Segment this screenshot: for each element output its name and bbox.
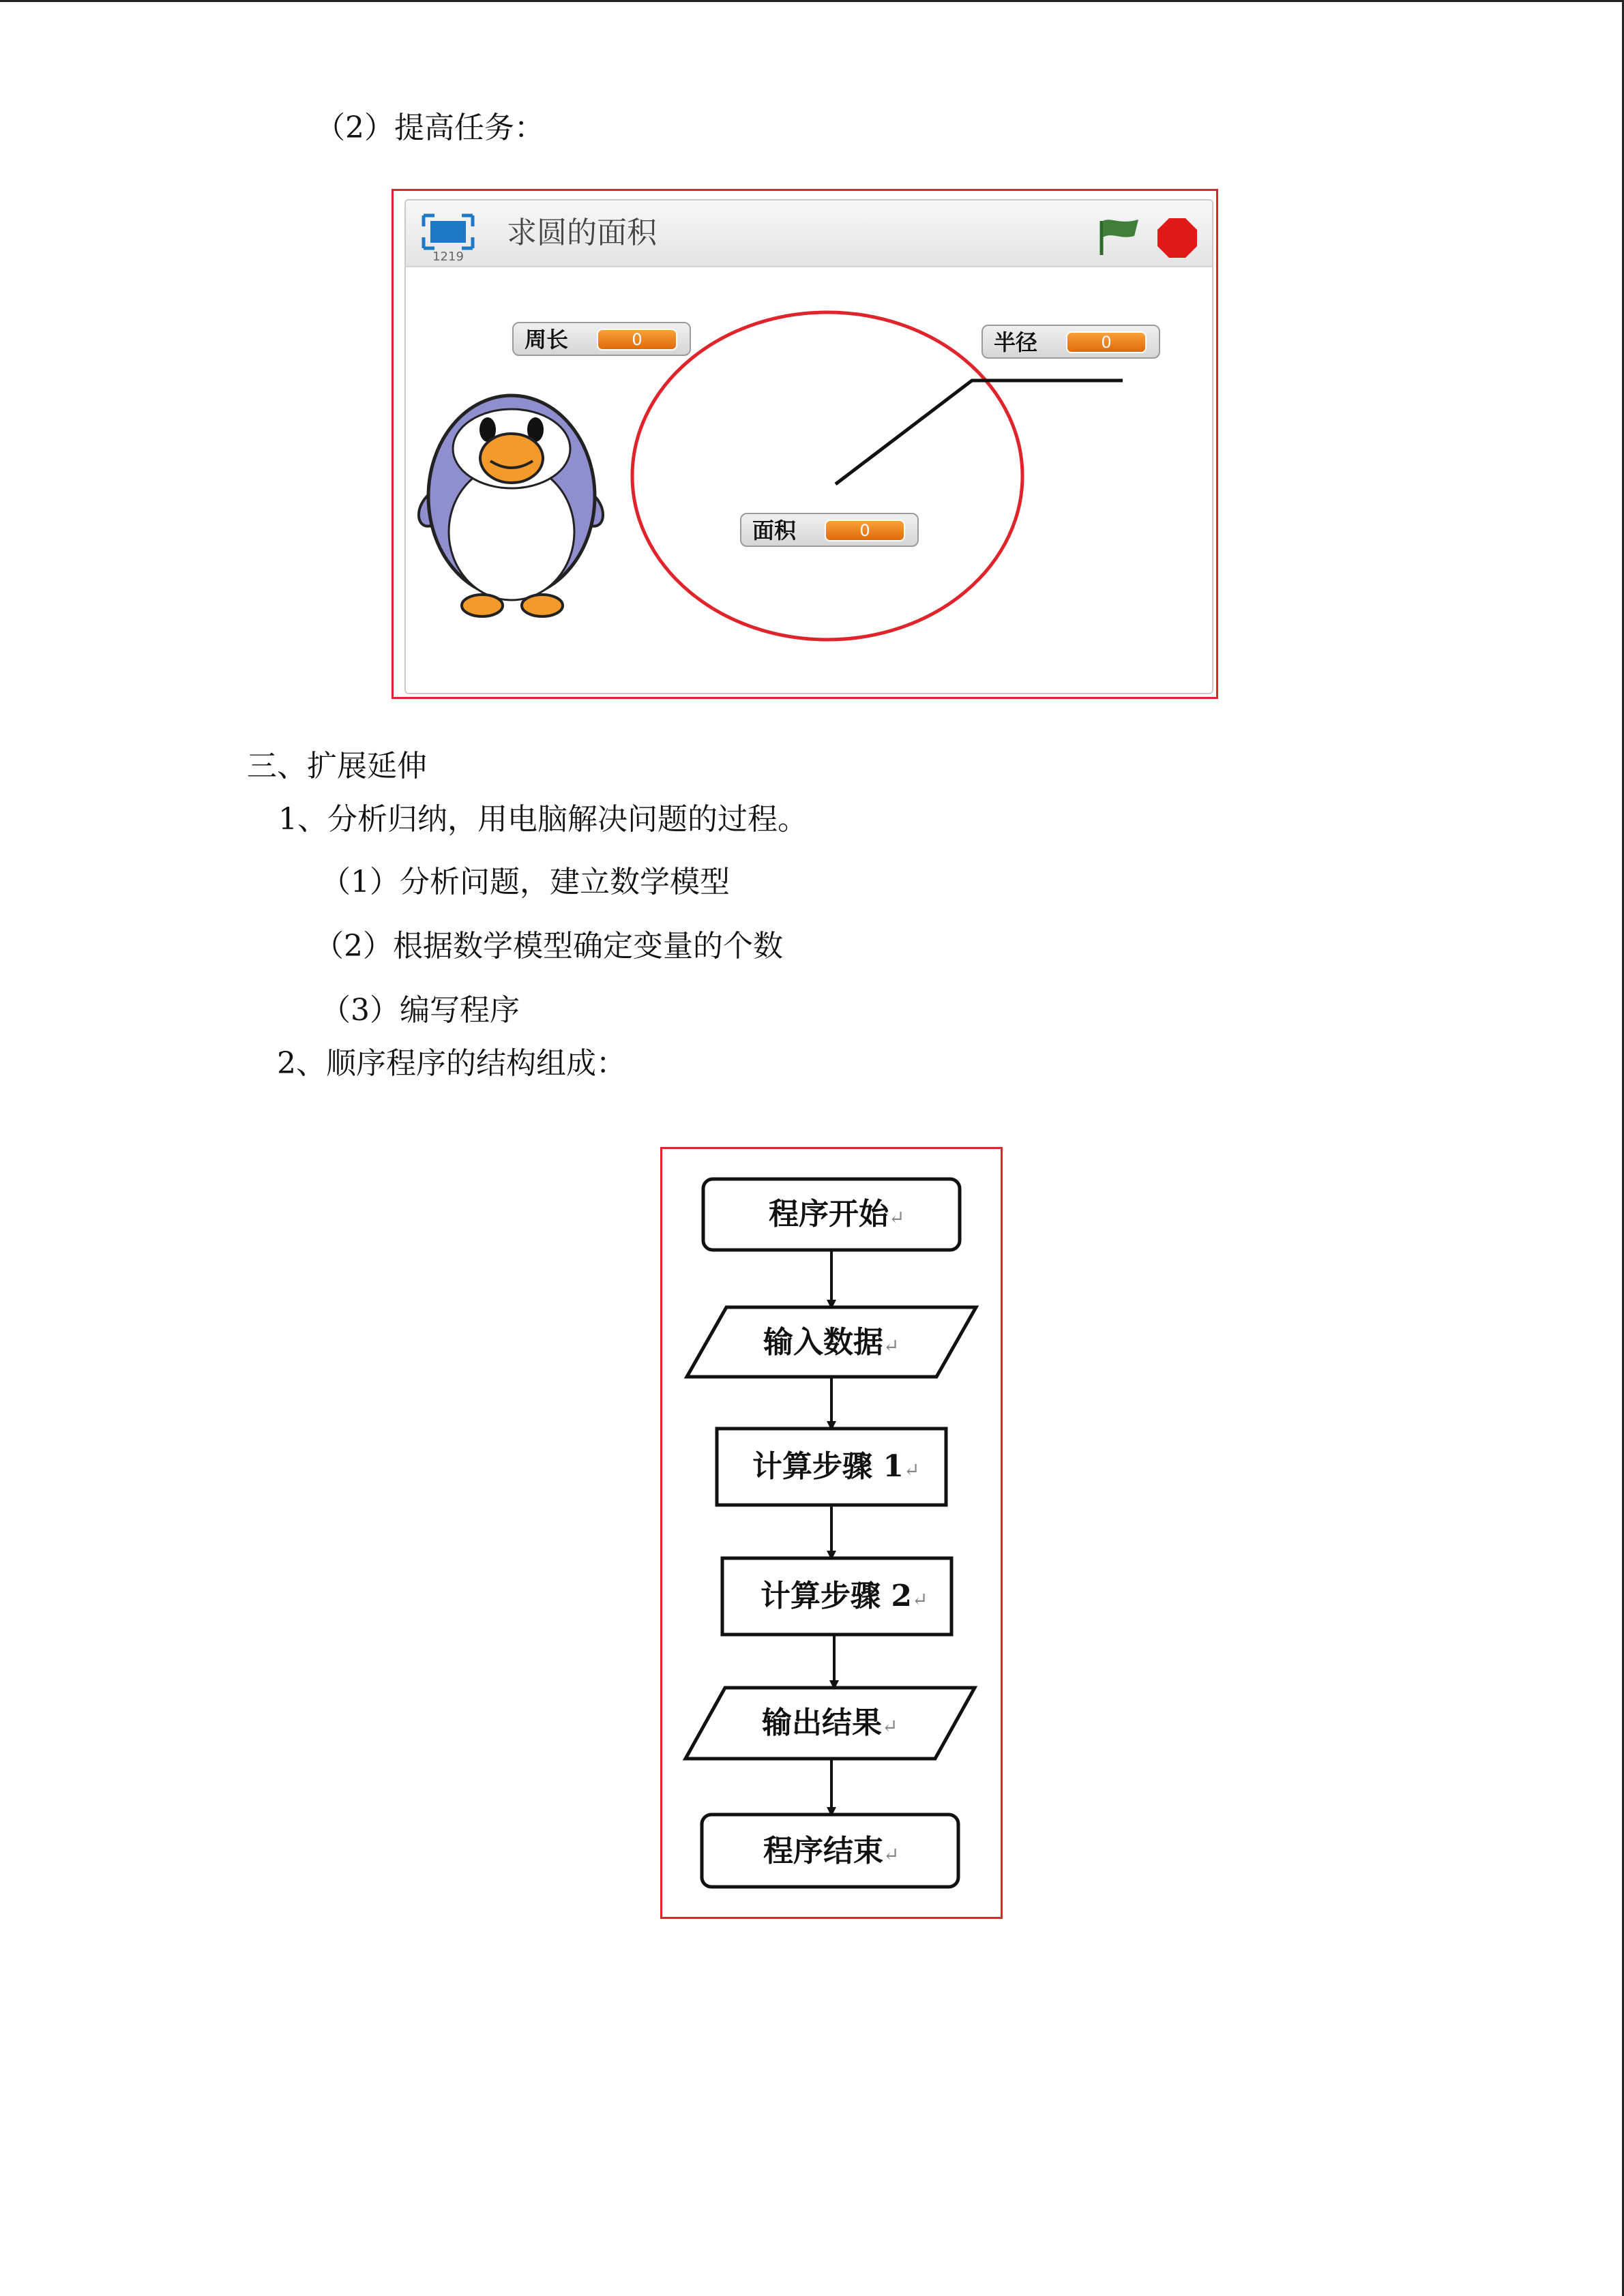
- section-3-item-1: 1、分析归纳，用电脑解决问题的过程。: [278, 802, 808, 837]
- paragraph-mark-icon: ↵: [903, 1459, 920, 1481]
- node-step-2-label: 计算步骤 2: [761, 1579, 912, 1613]
- monitor-area[interactable]: [740, 513, 919, 547]
- step-1: （1）分析问题，建立数学模型: [321, 865, 730, 899]
- node-output-label: 输出结果: [762, 1705, 882, 1740]
- green-flag-icon[interactable]: [1093, 215, 1142, 256]
- node-end: [763, 1832, 899, 1874]
- node-step-2: [761, 1577, 928, 1619]
- radius-line: [836, 381, 1123, 484]
- paragraph-mark-icon: ↵: [883, 1335, 900, 1357]
- paragraph-mark-icon: ↵: [889, 1206, 905, 1229]
- monitor-radius-label: 半径: [994, 329, 1038, 355]
- monitor-perimeter-label: 周长: [525, 327, 569, 353]
- monitor-radius[interactable]: [981, 325, 1160, 359]
- scratch-stage-frame: [392, 189, 1218, 699]
- section-2-heading: （2）提高任务：: [315, 110, 544, 145]
- project-title: 求圆的面积: [507, 215, 657, 250]
- penguin-sprite-icon: [419, 396, 603, 616]
- stop-sign-icon[interactable]: [1156, 217, 1198, 259]
- paragraph-mark-icon: ↵: [883, 1843, 900, 1866]
- scratch-stage: [404, 199, 1213, 694]
- paragraph-mark-icon: ↵: [911, 1588, 928, 1611]
- fullscreen-icon[interactable]: [421, 213, 475, 263]
- flowchart-frame: [660, 1147, 1003, 1919]
- node-step-1-label: 计算步骤 1: [752, 1449, 904, 1484]
- paragraph-mark-icon: ↵: [882, 1715, 898, 1738]
- node-end-label: 程序结束: [763, 1834, 883, 1868]
- stage-canvas: [406, 266, 1213, 694]
- step-2: （2）根据数学模型确定变量的个数: [314, 929, 783, 964]
- node-input: [763, 1324, 899, 1365]
- node-input-label: 输入数据: [763, 1325, 883, 1360]
- project-id: 1219: [432, 250, 464, 263]
- step-3: （3）编写程序: [321, 993, 520, 1028]
- circle-drawing: [632, 312, 1022, 640]
- flowchart-diagram: [662, 1149, 1005, 1921]
- node-output: [762, 1704, 898, 1746]
- monitor-area-value: 0: [825, 520, 905, 541]
- node-step-1: [752, 1448, 919, 1489]
- monitor-area-label: 面积: [752, 518, 797, 543]
- monitor-radius-value: 0: [1066, 331, 1147, 353]
- monitor-perimeter[interactable]: [512, 322, 691, 356]
- section-3-heading: 三、扩展延伸: [247, 749, 427, 784]
- monitor-perimeter-value: 0: [597, 329, 677, 351]
- node-start-label: 程序开始: [769, 1197, 889, 1232]
- node-start: [769, 1195, 904, 1237]
- stage-header: [406, 200, 1212, 267]
- section-3-item-2: 2、顺序程序的结构组成：: [277, 1046, 626, 1081]
